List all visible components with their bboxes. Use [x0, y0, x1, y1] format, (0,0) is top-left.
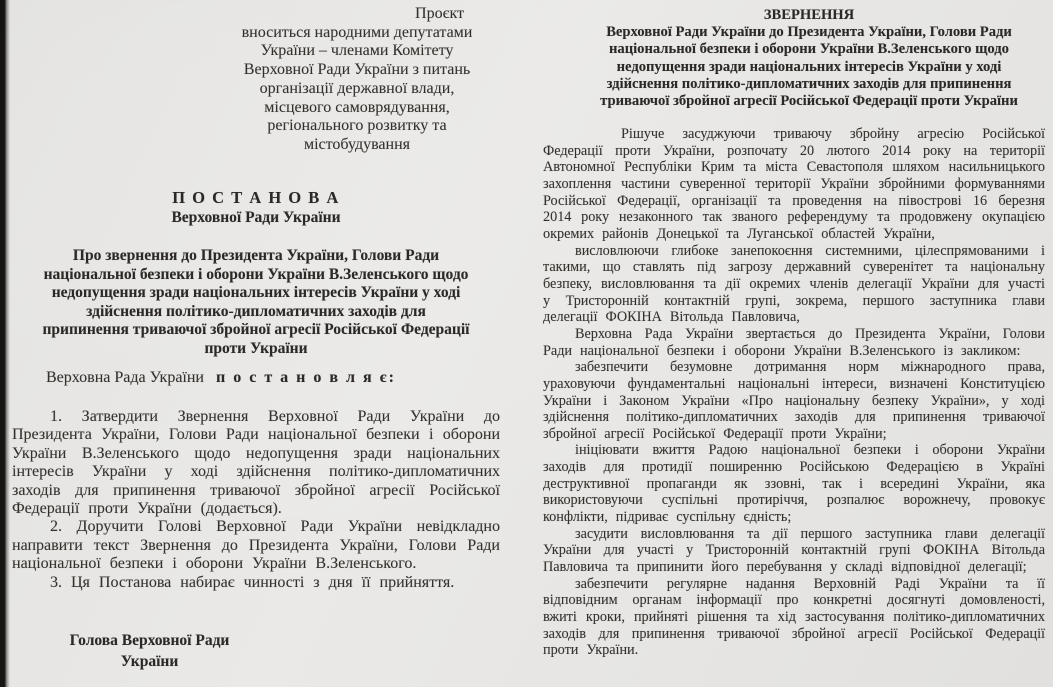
address-doc-type: ЗВЕРНЕННЯ [763, 7, 855, 23]
resolution-item-2: 2. Доручити Голові Верховної Ради України невідкладно направити текст Звернення до Президента України, Голови Ради національної безпеки і оборони України В.Зеленського. [12, 518, 500, 573]
resolution-title-line: Про звернення до Президента України, Голови Ради [72, 247, 440, 264]
signature-line: Голова Верховної Ради [69, 632, 230, 649]
address-paragraph: засудити висловлювання та дії першого заступника глави делегації України для участі у Тристоронній контактній групі ФОКІНА Вітольда Павловича та припинити його перебування у складі відповідної делегації; [543, 525, 1045, 576]
resolution-doc-type: П О С Т А Н О В А [172, 188, 340, 207]
enacting-clause [12, 369, 500, 387]
resolution-title-line: недопущення зради національних інтересів України у ході [51, 284, 461, 301]
address-title-line: здійснення політико-дипломатичних заходів для припинення [606, 75, 1012, 92]
submission-note-line: Верховної Ради України з питань [243, 61, 471, 79]
submission-note-line: місцевого самоврядування, [264, 98, 450, 116]
draft-label: Проєкт [415, 5, 464, 22]
address-title-line: Верховної Ради України до Президента України, Голови Ради [606, 24, 1012, 41]
enacting-lead: Верховна Рада України [46, 369, 204, 386]
submission-note [212, 5, 502, 155]
page-resolution [12, 0, 500, 687]
submission-note-line: України – членами Комітету [260, 42, 454, 60]
resolution-title-line: національної безпеки і оборони України В.Зеленського щодо [43, 265, 469, 283]
address-title-line: триваючої збройної агресії Російської Федерації проти України [600, 93, 1018, 110]
resolution-title [12, 247, 500, 358]
signature-block [42, 630, 257, 672]
resolution-authority: Верховної Ради України [171, 209, 341, 226]
submission-note-line: містобудування [303, 135, 411, 153]
scan-edge-shadow [0, 0, 10, 687]
resolution-title-line: припинення триваючої збройної агресії Російської Федерації [42, 321, 470, 338]
enacting-verb: п о с т а н о в л я є: [216, 369, 396, 386]
resolution-item-3: 3. Ця Постанова набирає чинності з дня її прийняття. [50, 573, 455, 591]
resolution-title-line: здійснення політико-дипломатичних заходів для [86, 302, 426, 320]
address-title-line: недопущення зради національних інтересів України у ході [616, 58, 1002, 75]
address-paragraph: висловлюючи глибоке занепокоєння системними, цілеспрямованими і такими, що ставлять під загрозу державний суверенітет та національну безпеку, висловлювання та дії окремих членів делегації України для участі у Тристоронній контактній групі, зокрема, першого заступника глави делегації ФОКІНА Вітольда Павловича, [543, 242, 1045, 326]
resolution-title-line: проти України [204, 339, 308, 357]
address-heading [543, 7, 1045, 110]
address-paragraph: Рішуче засуджуючи триваючу збройну агресію Російської Федерації проти України, розпочату 20 лютого 2014 року на території Автономної Республіки Крим та міста Севастополя шляхом насильницького захоплення частини суверенної території України збройними формуваннями Російської Федерації, організації та проведення на півострові 16 березня 2014 року незаконного так званого референдуму та продовжену окупацією окремих районів Донецької та Луганської областей України, [543, 126, 1045, 242]
submission-note-line: регіонального розвитку та [267, 117, 447, 135]
resolution-item-1: 1. Затвердити Звернення Верховної Ради України до Президента України, Голови Ради національної безпеки і оборони України В.Зеленського щодо недопущення зради національних інтересів України у ході здійснення політико-дипломатичних заходів для припинення триваючої збройної агресії Російської Федерації проти України (додається). [12, 408, 500, 518]
resolution-body [12, 408, 500, 592]
submission-note-line: організації державної влади, [259, 79, 455, 97]
address-paragraph: забезпечити безумовне дотримання норм міжнародного права, ураховуючи фундаментальні національні інтереси, визначені Конституцією України і Законом України «Про національну безпеку України», у ході здійснення політико-дипломатичних заходів для припинення триваючої збройної агресії Російської Федерації проти України; [543, 359, 1045, 442]
page-address [543, 0, 1045, 687]
submission-note-line: вноситься народними депутатами [241, 23, 473, 41]
address-paragraph: Верховна Рада України звертається до Президента України, Голови Ради національної безпеки і оборони України В.Зеленського із закликом: [543, 325, 1045, 359]
address-paragraph: ініціювати вжиття Радою національної безпеки і оборони України заходів для протидії поширенню Російською Федерацією в Україні деструктивної пропаганди як ззовні, так і всередині України, яка використовуючи суспільні протиріччя, розпалює ворожнечу, провокує конфлікти, підриває суспільну єдність; [543, 442, 1045, 526]
address-body [543, 126, 1045, 659]
signature-line: України [120, 653, 179, 670]
address-title-line: національної безпеки і оборони України В.Зеленського щодо [609, 41, 1009, 58]
address-paragraph: забезпечити регулярне надання Верховній Раді України та її відповідним органам інформації про конкретні досягнуті домовленості, вжиті кроки, прийняті рішення та хід застосування політико-дипломатичних заходів для припинення триваючої збройної агресії Російської Федерації проти України. [543, 575, 1045, 659]
